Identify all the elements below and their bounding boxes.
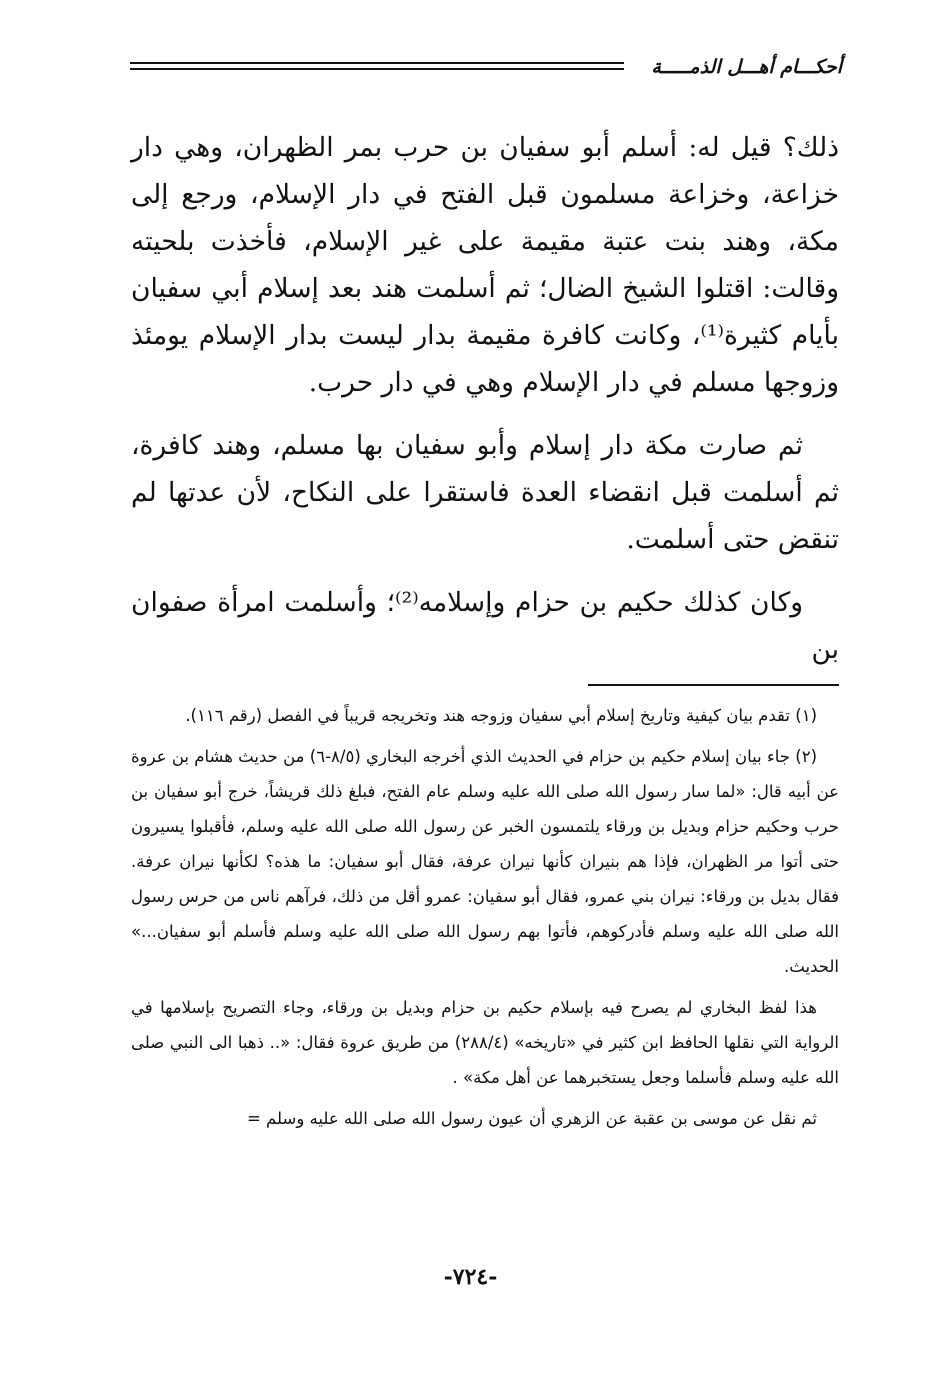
footnote-2-continuation: هذا لفظ البخاري لم يصرح فيه بإسلام حكيم بن حزام وبديل بن ورقاء، وجاء التصريح بإسلامها في الرواية التي نقلها الحافظ ابن كثير في «تاريخه» (٢٨٨/٤) من طريق عروة فقال: «.. ذهبا الى النبي صلى الله عليه وسلم فأسلما وجعل يستخبرهما عن أهل مكة» . [131, 998, 839, 1087]
body-paragraph-1: ذلك؟ قيل له: أسلم أبو سفيان بن حرب بمر الظهران، وهي دار خزاعة، وخزاعة مسلمون قبل الفتح في دار الإسلام، ورجع إلى مكة، وهند بنت عتبة مقيمة على غير الإسلام، فأخذت بلحيته وقالت: اقتلوا الشيخ الضال؛ ثم أسلمت هند بعد إسلام أبي سفيان بأيام كثيرة⁽¹⁾، وكانت كافرة مقيمة بدار ليست بدار الإسلام يومئذ وزوجها مسلم في دار الإسلام وهي في دار حرب. [131, 132, 839, 398]
footnote-2: (٢) جاء بيان إسلام حكيم بن حزام في الحديث الذي أخرجه البخاري (٨/٥-٦) من حديث هشام بن عروة عن أبيه قال: «لما سار رسول الله صلى الله عليه وسلم عام الفتح، فبلغ ذلك قريشاً، خرج أبو سفيان بن حرب وحكيم حزام وبديل بن ورقاء يلتمسون الخبر عن رسول الله صلى الله عليه وسلم، فأقبلوا يسيرون حتى أتوا مر الظهران، فإذا هم بنيران كأنها نيران عرفة، فقال أبو سفيان: ما هذه؟ لكأنها نيران عرفة. فقال بديل بن ورقاء: نيران بني عمرو، فقال أبو سفيان: عمرو أقل من ذلك، فرآهم ناس من حرس رسول الله صلى الله عليه وسلم فأدركوهم، فأتوا بهم رسول الله صلى الله عليه وسلم فأسلم أبو سفيان...» الحديث. [131, 747, 839, 976]
footnote-separator [588, 684, 839, 686]
running-header [130, 52, 842, 86]
header-title: أحكـــام أهـــل الذمـــــة [651, 56, 842, 78]
header-double-rule [130, 62, 624, 70]
footnote-1: (١) تقدم بيان كيفية وتاريخ إسلام أبي سفيان وزوجه هند وتخريجه قريباً في الفصل (رقم ١١٦). [185, 706, 817, 725]
body-paragraph-3: وكان كذلك حكيم بن حزام وإسلامه⁽²⁾؛ وأسلمت امرأة صفوان بن [131, 587, 839, 665]
main-text [131, 124, 839, 689]
page-number: -٧٢٤- [443, 1264, 498, 1290]
body-paragraph-2: ثم صارت مكة دار إسلام وأبو سفيان بها مسلم، وهند كافرة، ثم أسلمت قبل انقضاء العدة فاستقرا على النكاح، لأن عدتها لم تنقض حتى أسلمت. [131, 430, 839, 555]
footnotes [131, 698, 839, 1142]
footnote-2-continuation-2: ثم نقل عن موسى بن عقبة عن الزهري أن عيون رسول الله صلى الله عليه وسلم = [246, 1109, 817, 1128]
